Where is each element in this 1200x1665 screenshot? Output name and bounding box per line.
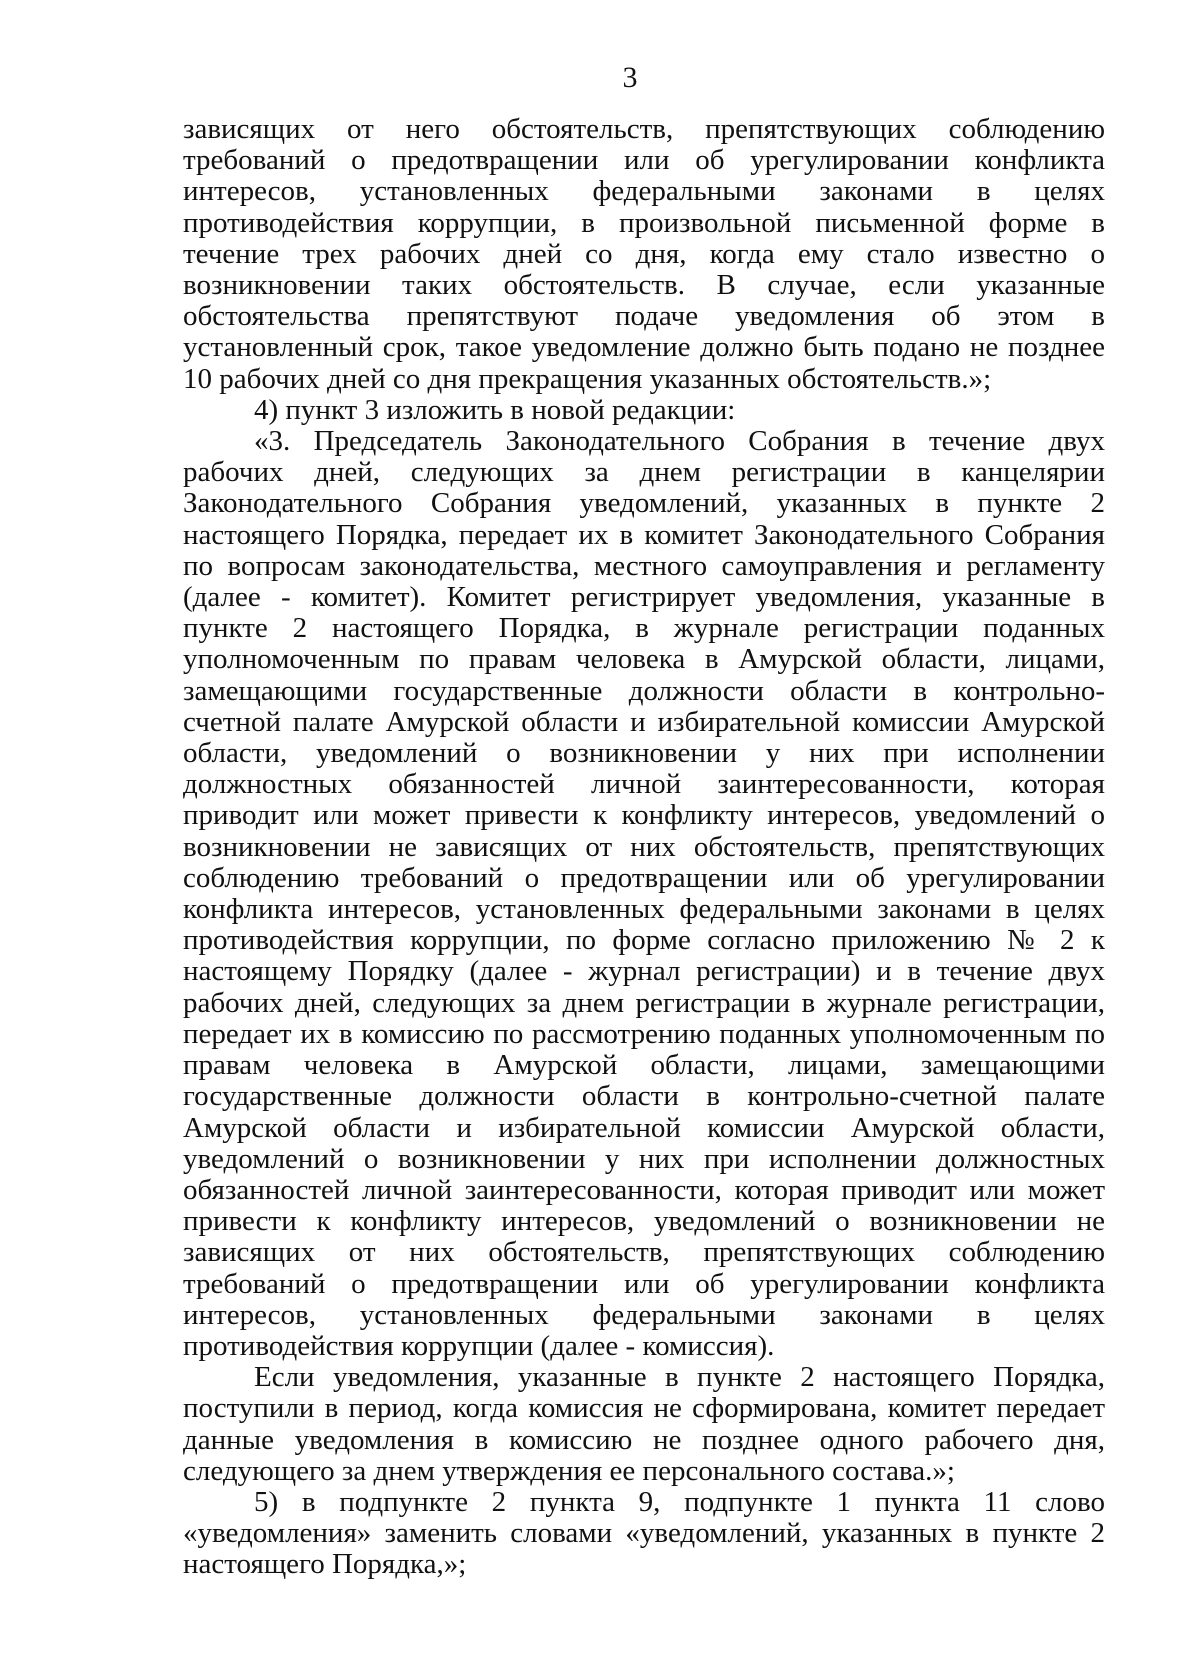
paragraph-clause-3-second: Если уведомления, указанные в пункте 2 настоящего Порядка, поступили в период, когда комиссия не сформирована, комитет передает данные уведомления в комиссию не позднее одного рабочего дня, следующего за днем утверждения ее персонального состава.»; — [183, 1361, 1105, 1487]
paragraph-continuation: зависящих от него обстоятельств, препятствующих соблюдению требований о предотвращении или об урегулировании конфликта интересов, установленных федеральными законами в целях противодействия коррупции, в произвольной письменной форме в течение трех рабочих дней со дня, когда ему стало известно о возникновении таких обстоятельств. В случае, если указанные обстоятельства препятствуют подаче уведомления об этом в установленный срок, такое уведомление должно быть подано не позднее 10 рабочих дней со дня прекращения указанных обстоятельств.»; — [183, 113, 1105, 395]
paragraph-clause-3: «3. Председатель Законодательного Собрания в течение двух рабочих дней, следующих за днем регистрации в канцелярии Законодательного Собрания уведомлений, указанных в пункте 2 настоящего Порядка, передает их в комитет Законодательного Собрания по вопросам законодательства, местного самоуправления и регламенту (далее - комитет). Комитет регистрирует уведомления, указанные в пункте 2 настоящего Порядка, в журнале регистрации поданных уполномоченным по правам человека в Амурской области, лицами, замещающими государственные должности области в контрольно-счетной палате Амурской области и избирательной комиссии Амурской области, уведомлений о возникновении у них при исполнении должностных обязанностей личной заинтересованности, которая приводит или может привести к конфликту интересов, уведомлений о возникновении не зависящих от них обстоятельств, препятствующих соблюдению требований о предотвращении или об урегулировании конфликта интересов, установленных федеральными законами в целях противодействия коррупции, по форме согласно приложению № 2 к настоящему Порядку (далее - журнал регистрации) и в течение двух рабочих дней, следующих за днем регистрации в журнале регистрации, передает их в комиссию по рассмотрению поданных уполномоченным по правам человека в Амурской области, лицами, замещающими государственные должности области в контрольно-счетной палате Амурской области и избирательной комиссии Амурской области, уведомлений о возникновении у них при исполнении должностных обязанностей личной заинтересованности, которая приводит или может привести к конфликту интересов, уведомлений о возникновении не зависящих от них обстоятельств, препятствующих соблюдению требований о предотвращении или об урегулировании конфликта интересов, установленных федеральными законами в целях противодействия коррупции (далее - комиссия). — [183, 425, 1105, 1362]
page-number: 3 — [622, 61, 638, 94]
paragraph-item-5: 5) в подпункте 2 пункта 9, подпункте 1 пункта 11 слово «уведомления» заменить словами «уведомлений, указанных в пункте 2 настоящего Порядка,»; — [183, 1485, 1105, 1581]
paragraph-item-4: 4) пункт 3 изложить в новой редакции: — [254, 393, 736, 426]
document-body — [183, 114, 1105, 1581]
